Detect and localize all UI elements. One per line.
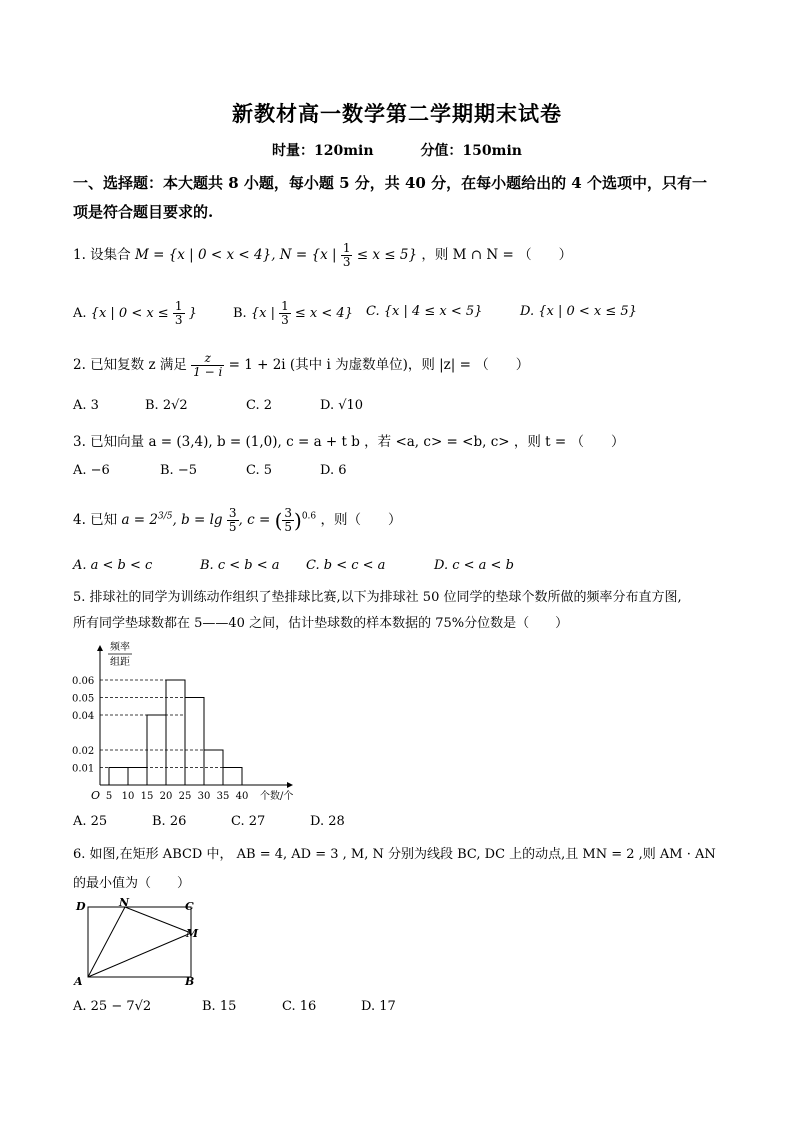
- label-a: A: [74, 975, 83, 988]
- x-axis-label: 个数/个: [260, 791, 294, 802]
- segment-am: [88, 933, 191, 977]
- time-limit: 时量：120min: [272, 143, 374, 159]
- q1-option-a[interactable]: A. {x | 0 < x ≤ $\frac{1}{3}$ }: [73, 299, 197, 327]
- section-heading-line2: 项是符合题目要求的.: [73, 203, 214, 221]
- q3-option-d[interactable]: D. 6: [320, 463, 347, 478]
- label-b: B: [185, 975, 195, 988]
- x-tick-label: 15: [140, 791, 154, 802]
- histogram-bar: [185, 698, 204, 786]
- origin-label: O: [91, 789, 101, 802]
- question-2: 2. 已知复数 z 满足 $\frac{z}{1 - i}$ = 1 + 2i (其中 i 为虚数单位)，则 |z| = （ ）: [73, 351, 530, 379]
- x-tick-label: 5: [105, 791, 113, 802]
- ylabel-bottom: 组距: [110, 657, 130, 668]
- question-1: 1. 设集合 M = {x | 0 < x < 4}, N = {x | $\frac{1}{3}$ ≤ x ≤ 5} ，则 M ∩ N = （ ）: [73, 241, 573, 269]
- section-heading-line1: 一、选择题：本大题共 8 小题，每小题 5 分，共 40 分，在每小题给出的 4 个选项中，只有一: [73, 174, 707, 192]
- x-tick-label: 40: [235, 791, 249, 802]
- q2-option-b[interactable]: B. 2√2: [145, 398, 188, 413]
- x-tick-label: 35: [216, 791, 230, 802]
- question-6-line2: 的最小值为（ ）: [73, 876, 191, 891]
- label-d: D: [76, 900, 86, 913]
- q6-option-a[interactable]: A. 25 − 7√2: [73, 999, 152, 1014]
- q3-option-a[interactable]: A. −6: [73, 463, 110, 478]
- q3-option-b[interactable]: B. −5: [160, 463, 197, 478]
- histogram-bar: [166, 680, 185, 785]
- q2-option-a[interactable]: A. 3: [73, 398, 99, 413]
- q6-option-d[interactable]: D. 17: [361, 999, 396, 1014]
- y-tick-label: 0.04: [72, 711, 95, 722]
- q3-option-c[interactable]: C. 5: [246, 463, 273, 478]
- label-n: N: [119, 896, 130, 909]
- question-5-line2: 所有同学垫球数都在 5——40 之间，估计垫球数的样本数据的 75%分位数是（ ）: [73, 616, 569, 631]
- page-title: 新教材高一数学第二学期期末试卷: [232, 101, 562, 126]
- y-tick-label: 0.01: [72, 763, 95, 775]
- q6-option-c[interactable]: C. 16: [282, 999, 317, 1014]
- histogram-bar: [109, 768, 128, 786]
- x-tick-label: 30: [197, 791, 211, 802]
- y-tick-label: 0.06: [72, 676, 95, 687]
- x-tick-label: 20: [159, 791, 173, 802]
- q5-option-d[interactable]: D. 28: [310, 814, 345, 829]
- histogram-bar: [128, 768, 147, 786]
- ylabel-top: 频率: [110, 642, 130, 653]
- x-tick-label: 25: [178, 791, 192, 802]
- label-m: M: [186, 927, 199, 940]
- question-6-line1: 6. 如图,在矩形 ABCD 中， AB = 4, AD = 3 , M, N 分别为线段 BC, DC 上的动点,且 MN = 2 ,则 AM · AN: [73, 847, 716, 862]
- y-tick-label: 0.05: [72, 693, 95, 705]
- y-tick-label: 0.02: [72, 746, 95, 757]
- q1-option-b[interactable]: B. {x | $\frac{1}{3}$ ≤ x < 4}: [233, 299, 353, 327]
- frequency-histogram: [70, 636, 310, 808]
- exam-meta: [0, 140, 794, 160]
- segment-an: [88, 907, 125, 977]
- q4-option-b[interactable]: B. c < b < a: [200, 558, 280, 573]
- q2-option-d[interactable]: D. √10: [320, 398, 364, 413]
- x-tick-label: 10: [121, 791, 135, 802]
- q2-option-c[interactable]: C. 2: [246, 398, 273, 413]
- question-5-line1: 5. 排球社的同学为训练动作组织了垫排球比赛,以下为排球社 50 位同学的垫球个数所做的频率分布直方图,: [73, 590, 682, 605]
- fraction: $\frac{1}{3}$: [342, 241, 351, 269]
- q4-option-c[interactable]: C. b < c < a: [306, 558, 386, 573]
- label-c: C: [185, 900, 194, 913]
- q4-option-d[interactable]: D. c < a < b: [434, 558, 514, 573]
- total-score: 分值：150min: [420, 143, 522, 159]
- rectangle-abcd: [88, 907, 191, 977]
- histogram-bar: [223, 768, 242, 786]
- question-3: 3. 已知向量 a = (3,4), b = (1,0), c = a + t b ，若 <a, c> = <b, c> ，则 t = （ ）: [73, 434, 625, 450]
- q5-option-a[interactable]: A. 25: [73, 814, 108, 829]
- segment-mn: [125, 907, 191, 933]
- q1-option-c[interactable]: C. {x | 4 ≤ x < 5}: [366, 304, 483, 319]
- question-4: 4. 已知 $a = 2^{3/5}$, b = lg $\frac{3}{5}$ , c = ( $\frac{3}{5}$ )$^{0.6}$ ，则（ ）: [73, 506, 402, 534]
- q5-option-c[interactable]: C. 27: [231, 814, 266, 829]
- q6-option-b[interactable]: B. 15: [202, 999, 237, 1014]
- q1-option-d[interactable]: D. {x | 0 < x ≤ 5}: [520, 304, 637, 319]
- q4-option-a[interactable]: A. a < b < c: [73, 558, 153, 573]
- rectangle-figure: [70, 896, 210, 988]
- q5-option-b[interactable]: B. 26: [152, 814, 187, 829]
